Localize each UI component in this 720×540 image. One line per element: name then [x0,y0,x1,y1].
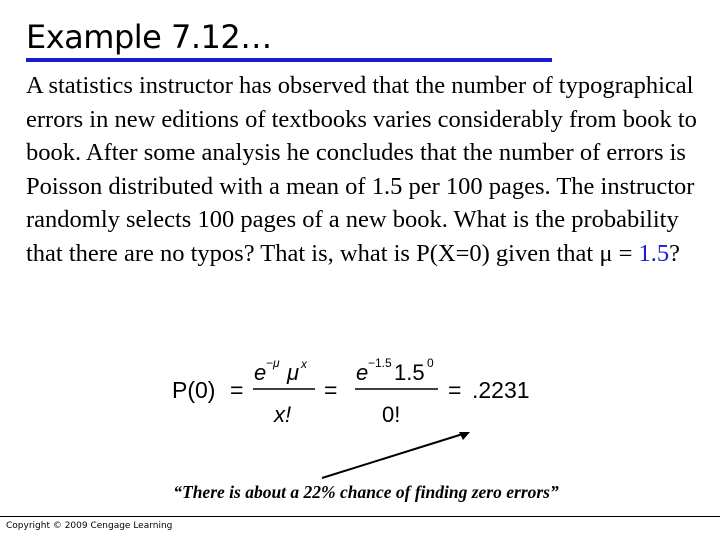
formula-den1: x! [274,402,292,427]
formula-equals-3: = [448,377,462,403]
formula-equals-2: = [324,377,338,403]
mu-value: 1.5 [638,239,670,267]
formula-num2-e: e [356,360,369,385]
formula-result: .2231 [472,377,530,403]
problem-text-end: ? [669,239,681,267]
arrow-head [459,432,470,440]
conclusion-quote: “There is about a 22% chance of finding zero errors” [173,482,559,502]
formula-lhs: P(0) [172,377,216,403]
formula-num1-mu-exp: x [301,357,307,371]
poisson-formula [170,350,540,430]
formula-num1-e: e [254,360,267,385]
copyright-footer: Copyright © 2009 Cengage Learning [6,521,173,531]
arrow-shaft [322,433,466,478]
problem-text-main: A statistics instructor has observed that the number of typographical errors in new editions of textbooks varies considerably from book to book. After some analysis he concludes that the number of errors is Poisson distributed with a mean of 1.5 per 100 pages. The instructor randomly selects 100 pages of a new book. What is the probability that there are no typos? That is, what is P(X=0) given that μ = [26,72,697,267]
slide-title: Example 7.12… [26,18,272,56]
problem-text [26,69,716,270]
formula-num2-val: 1.5 [394,360,425,385]
formula-num2-val-exp: 0 [427,356,434,370]
title-underline [26,58,552,62]
formula-num1-exp: −μ [266,356,280,370]
formula-equals-1: = [230,377,244,403]
formula-num1-mu: μ [287,360,300,385]
formula-num2-exp: −1.5 [368,356,392,370]
footer-divider [0,516,720,517]
formula-den2: 0! [382,402,401,427]
